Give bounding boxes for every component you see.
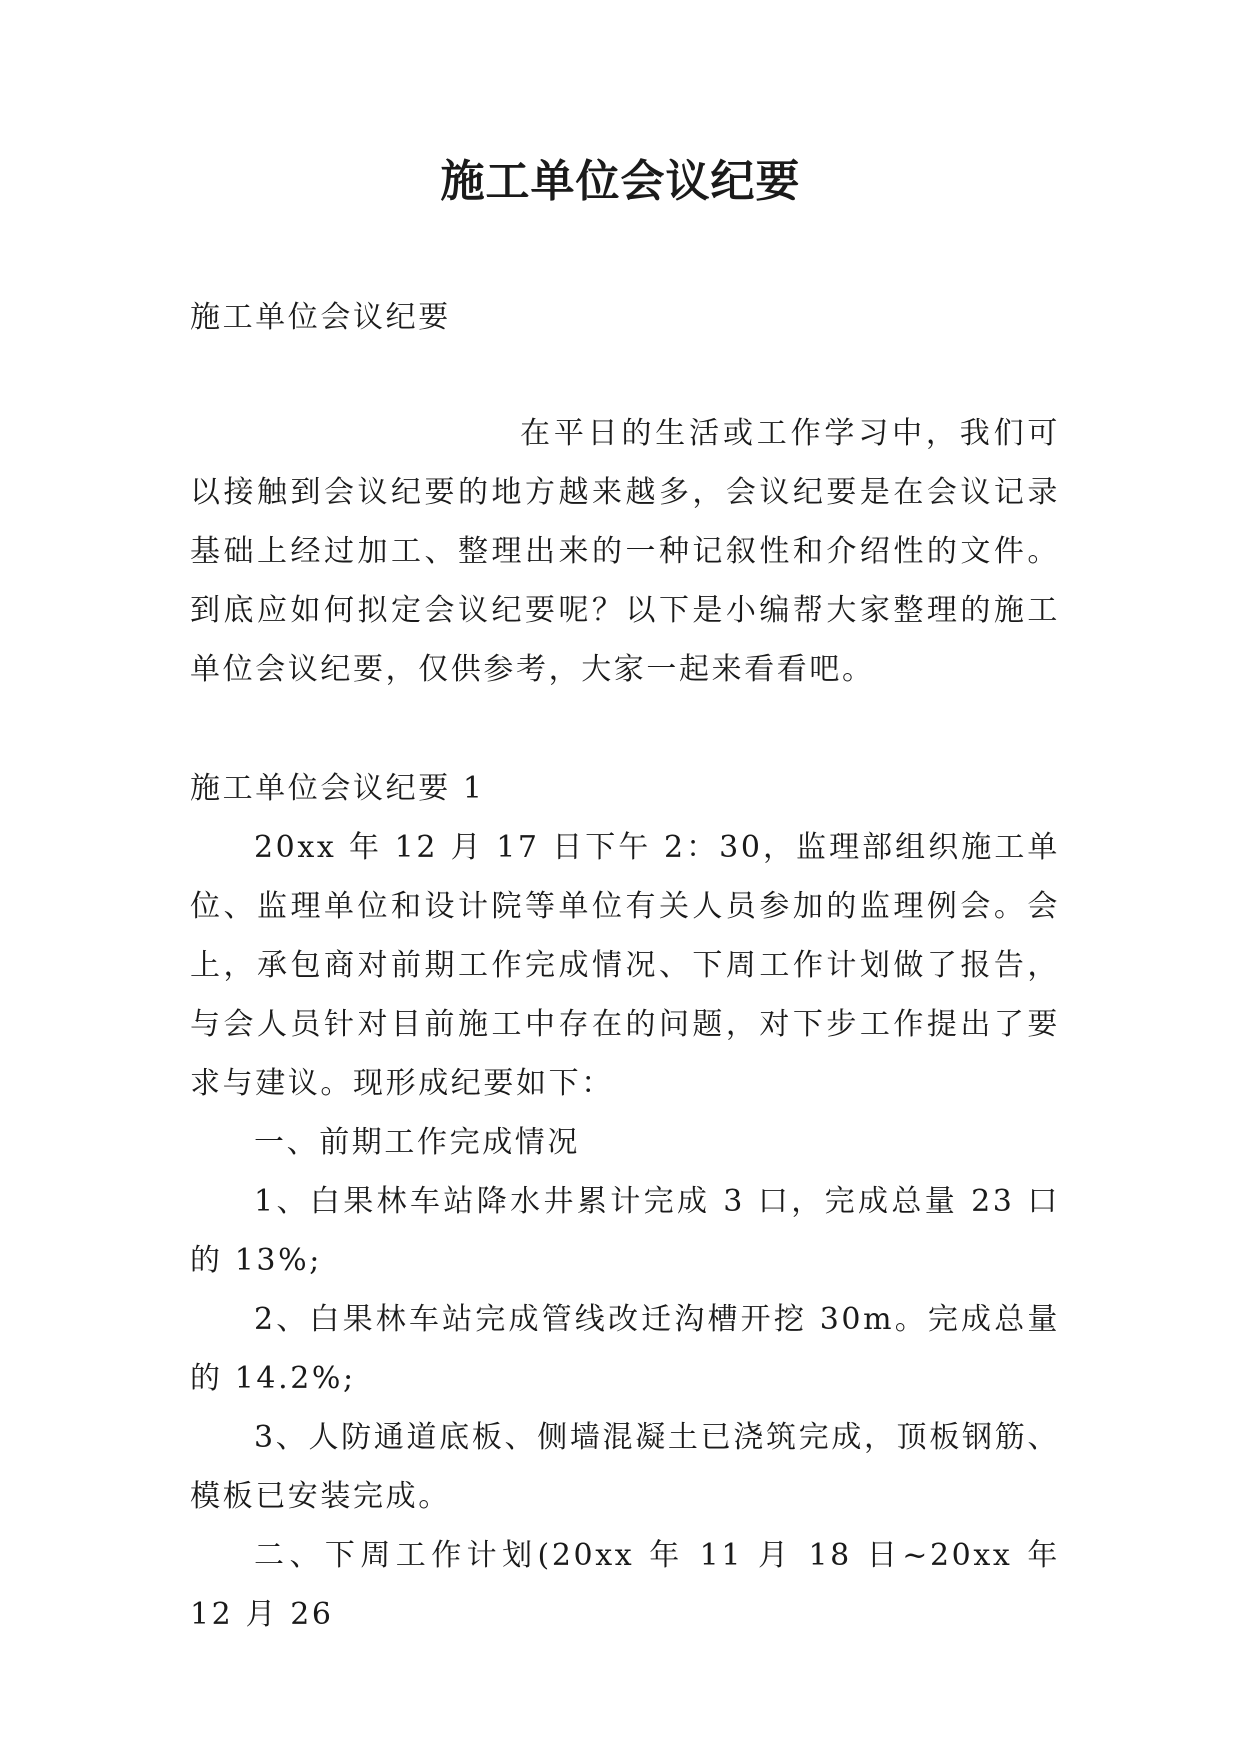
body-paragraph: 一、前期工作完成情况	[254, 1125, 580, 1160]
body-paragraph: 20xx 年 12 月 17 日下午 2：30，监理部组织施工单位、监理单位和设计院等单位有关人员参加的监理例会。会上，承包商对前期工作完成情况、下周工作计划做了报告，与会人员针对目前施工中存在的问题，对下步工作提出了要求与建议。现形成纪要如下：	[190, 830, 1060, 1101]
body-paragraph: 二、下周工作计划(20xx 年 11 月 18 日~20xx 年 12 月 26	[190, 1538, 1060, 1632]
intro-paragraph: 在平日的生活或工作学习中，我们可以接触到会议纪要的地方越来越多，会议纪要是在会议记录基础上经过加工、整理出来的一种记叙性和介绍性的文件。到底应如何拟定会议纪要呢？以下是小编帮大家整理的施工单位会议纪要，仅供参考，大家一起来看看吧。	[190, 416, 1060, 687]
body-paragraph: 2、白果林车站完成管线改迁沟槽开挖 30m。完成总量的 14.2%;	[190, 1302, 1060, 1396]
body-paragraph: 3、人防通道底板、侧墙混凝土已浇筑完成，顶板钢筋、模板已安装完成。	[190, 1420, 1060, 1514]
body-paragraph: 1、白果林车站降水井累计完成 3 口，完成总量 23 口的 13%;	[190, 1184, 1060, 1278]
document-subtitle: 施工单位会议纪要	[190, 300, 451, 335]
document-title: 施工单位会议纪要	[440, 156, 801, 207]
document-body	[190, 288, 1060, 1644]
section-title: 施工单位会议纪要 1	[190, 771, 485, 806]
